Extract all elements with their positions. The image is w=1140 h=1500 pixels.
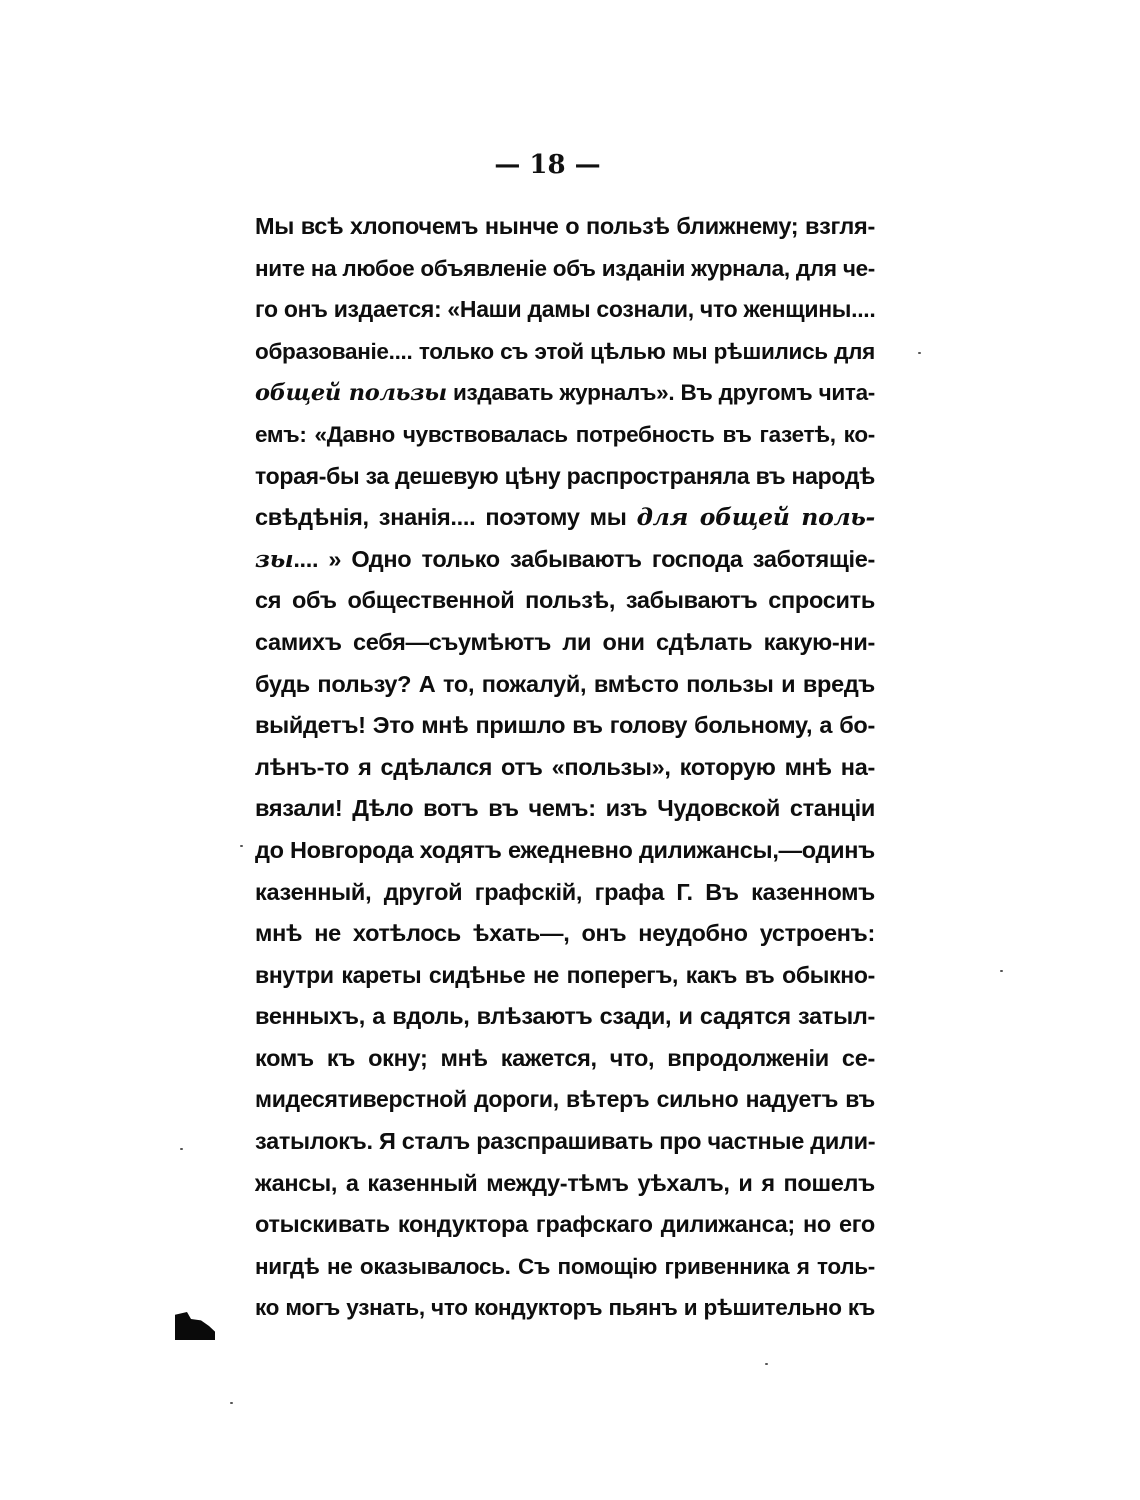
text-line [255,622,875,664]
text-line [255,955,875,997]
text-line [255,705,875,747]
text-line [255,497,875,539]
text-segment: казенный, другой графскій, графа Г. Въ казенномъ [255,878,875,905]
text-segment: мидесятиверстной дороги, вѣтеръ сильно надуетъ въ [255,1086,875,1113]
text-segment: издавать журналъ». Въ другомъ чита- [446,380,875,406]
page-number: — 18 — [494,150,601,180]
text-segment: емъ: «Давно чувствовалась потребность въ газетѣ, ко- [255,421,875,447]
body-text [255,206,875,1329]
text-segment: свѣдѣнія, знанія.... поэтому мы [255,504,637,531]
text-line [255,331,875,373]
text-segment: вязали! Дѣло вотъ въ чемъ: изъ Чудовской станціи [255,795,875,822]
text-line [255,372,875,414]
text-line [255,872,875,914]
text-line [255,1079,875,1121]
text-segment: отыскивать кондуктора графскаго дилижанса; но его [255,1211,875,1238]
text-line [255,747,875,789]
text-segment: го онъ издается: «Наши дамы сознали, что женщины.... [255,296,876,323]
italic-emphasis: для общей поль- [636,503,875,532]
text-segment: до Новгорода ходятъ ежедневно дилижансы,—одинъ [255,836,875,863]
text-segment: нигдѣ не оказывалось. Съ помощію гривенника я толь- [255,1253,875,1279]
text-segment: ните на любое объявленіе объ изданіи журнала, для че- [255,255,875,281]
text-line [255,1204,875,1246]
text-line [255,1163,875,1205]
text-line [255,664,875,706]
scan-speck [765,1363,768,1365]
text-line [255,913,875,955]
scan-speck [180,1148,183,1150]
text-line [255,206,875,248]
text-line [255,1287,875,1329]
text-segment: лѣнъ-то я сдѣлался отъ «пользы», которую мнѣ на- [255,753,875,780]
text-line [255,996,875,1038]
text-segment: затылокъ. Я сталъ разспрашивать про частные дили- [255,1128,876,1155]
text-segment: выйдетъ! Это мнѣ пришло въ голову больному, а бо- [255,712,875,739]
scan-speck [230,1402,233,1404]
text-line [255,580,875,622]
text-segment: внутри кареты сидѣнье не поперегъ, какъ въ обыкно- [255,961,875,988]
text-segment: ся объ общественной пользѣ, забываютъ спросить [255,587,875,614]
text-line [255,1246,875,1288]
text-segment: жансы, а казенный между-тѣмъ уѣхалъ, и я пошелъ [255,1169,875,1196]
text-segment: будь пользу? А то, пожалуй, вмѣсто пользы и вредъ [255,670,875,697]
ink-blot-mark [175,1312,215,1340]
text-segment: образованіе.... только съ этой цѣлью мы рѣшились для [255,338,875,364]
text-segment: Мы всѣ хлопочемъ нынче о пользѣ ближнему; взгля- [255,213,875,239]
text-segment: венныхъ, а вдоль, влѣзаютъ сзади, и садятся затыл- [255,1003,875,1030]
text-line [255,539,875,581]
text-segment: торая-бы за дешевую цѣну распространяла въ народѣ [255,462,875,489]
text-line [255,830,875,872]
text-segment: мнѣ не хотѣлось ѣхать—, онъ неудобно устроенъ: [255,920,875,947]
text-line [255,414,875,456]
text-segment: самихъ себя—съумѣютъ ли они сдѣлать какую-ни- [255,628,875,655]
scan-speck [918,352,921,354]
text-line [255,248,875,290]
italic-emphasis: общей пользы [255,380,447,407]
text-segment: комъ къ окну; мнѣ кажется, что, впродолженіи се- [255,1044,875,1071]
text-segment: ко могъ узнать, что кондукторъ пьянъ и рѣшительно къ [255,1295,875,1321]
italic-emphasis: зы [255,544,294,573]
text-line [255,1121,875,1163]
scan-speck [1000,970,1003,972]
scan-speck [240,845,243,847]
text-line [255,1038,875,1080]
text-line [255,456,875,498]
text-segment: .... » Одно только забываютъ господа заботящіе- [293,545,875,572]
text-line [255,289,875,331]
text-line [255,788,875,830]
